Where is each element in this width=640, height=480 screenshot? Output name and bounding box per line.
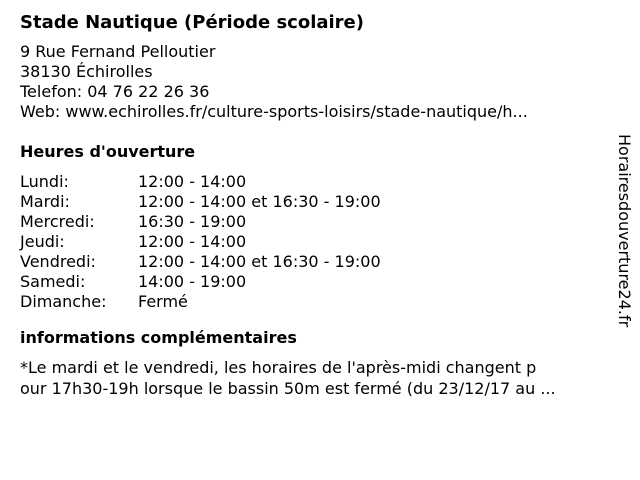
hours-row-tuesday — [20, 192, 610, 212]
time-value: 12:00 - 14:00 — [138, 172, 247, 191]
street-address: 9 Rue Fernand Pelloutier — [20, 42, 216, 61]
time-value: Fermé — [138, 292, 188, 311]
opening-hours-card — [20, 10, 610, 399]
hours-row-wednesday — [20, 212, 610, 232]
hours-row-saturday — [20, 272, 610, 292]
hours-table — [20, 172, 610, 312]
phone-number: Telefon: 04 76 22 26 36 — [20, 82, 210, 101]
venue-title: Stade Nautique (Période scolaire) — [20, 12, 364, 33]
address-block — [20, 42, 610, 122]
site-watermark: Horairesdouverture24.fr — [615, 134, 634, 328]
time-value: 14:00 - 19:00 — [138, 272, 247, 291]
hours-row-sunday — [20, 292, 610, 312]
info-line: our 17h30-19h lorsque le bassin 50m est fermé (du 23/12/17 au ... — [20, 379, 556, 398]
day-label: Vendredi: — [20, 252, 96, 271]
day-label: Samedi: — [20, 272, 86, 291]
day-label: Mardi: — [20, 192, 70, 211]
time-value: 16:30 - 19:00 — [138, 212, 247, 231]
info-heading: informations complémentaires — [20, 328, 297, 347]
hours-row-friday — [20, 252, 610, 272]
time-value: 12:00 - 14:00 et 16:30 - 19:00 — [138, 252, 381, 271]
info-line: *Le mardi et le vendredi, les horaires de l'après-midi changent p — [20, 358, 537, 377]
day-label: Lundi: — [20, 172, 69, 191]
hours-heading: Heures d'ouverture — [20, 142, 196, 161]
hours-row-monday — [20, 172, 610, 192]
day-label: Mercredi: — [20, 212, 95, 231]
city-address: 38130 Échirolles — [20, 62, 153, 81]
time-value: 12:00 - 14:00 — [138, 232, 247, 251]
website-link[interactable]: Web: www.echirolles.fr/culture-sports-loisirs/stade-nautique/h... — [20, 102, 528, 121]
time-value: 12:00 - 14:00 et 16:30 - 19:00 — [138, 192, 381, 211]
info-text — [20, 357, 612, 399]
day-label: Dimanche: — [20, 292, 107, 311]
day-label: Jeudi: — [20, 232, 65, 251]
hours-row-thursday — [20, 232, 610, 252]
